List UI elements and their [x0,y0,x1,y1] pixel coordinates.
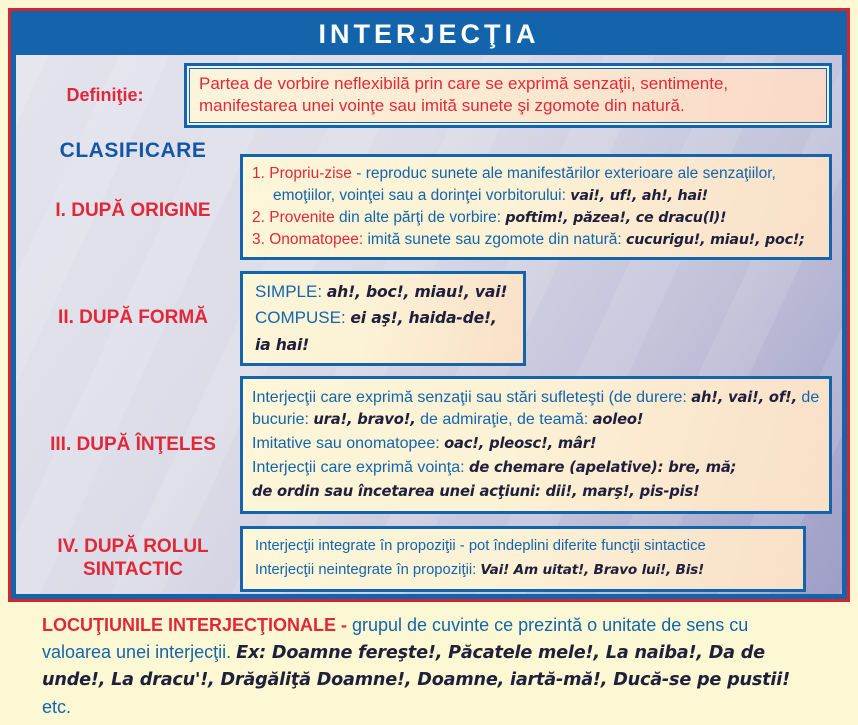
text-segment: vai!, uf!, ah!, hai! [570,187,708,204]
rolul-line-1 [255,535,791,559]
definition-box [184,63,832,128]
text-segment: 3. Onomatopee: [252,230,364,248]
red-frame [8,8,850,717]
text-segment: de admiraţie, de teamă: [415,410,593,428]
heading-dupa-origine: I. DUPĂ ORIGINE [55,199,211,221]
text-segment: ah!, vai!, of!, [691,388,797,406]
origine-item-1 [252,163,820,207]
text-segment: de chemare (apelative): bre, mă; [468,459,737,477]
definition-row [26,63,832,128]
forma-row-compuse [255,305,511,358]
locutiuni-paragraph [26,612,832,721]
text-segment: COMPUSE: [255,308,351,328]
origine-heading-wrapper [32,163,234,260]
text-segment: grupul de cuvinte ce prezintă o unitate de sens cu valoarea unei interjecţii. [42,614,749,662]
page-title: INTERJECŢIA [16,16,842,55]
section-forma-row [26,271,832,366]
heading-dupa-inteles: III. DUPĂ ÎNŢELES [50,433,216,455]
origine-item-2 [252,207,820,229]
origine-box [240,154,832,260]
text-segment: Interjecţii care exprimă senzaţii sau stări sufleteşti (de durere: [252,388,692,406]
classification-heading: CLASIFICARE [59,138,207,162]
forma-left-column [26,307,240,330]
text-segment: etc. [42,696,72,717]
text-segment: cucurigu!, miau!, poc!; [625,231,805,248]
definition-label: Definiţie: [66,84,144,105]
text-segment: oac!, pleosc!, mâr! [444,435,597,453]
origine-left-column [26,137,240,260]
origine-item-3 [252,229,820,251]
text-segment: 1. Propriu-zise [252,164,352,182]
text-segment: ah!, boc!, miau!, vai! [326,281,508,301]
content-area [16,55,842,725]
inteles-line-4 [252,481,820,503]
inteles-line-1 [252,387,820,431]
text-segment: LOCUŢIUNILE INTERJECŢIONALE - [42,614,352,635]
rolul-left-column [26,536,240,582]
forma-box [240,271,526,366]
inteles-line-2 [252,433,820,455]
heading-dupa-forma: II. DUPĂ FORMĂ [58,306,208,328]
rolul-box [240,526,806,591]
heading-dupa-rolul-line2: SINTACTIC [83,558,183,580]
text-segment: SIMPLE: [255,281,327,301]
text-segment: Interjecţii integrate în propoziţii - pot îndeplini diferite funcţii sintactice [255,538,706,555]
text-segment: imită sunete sau zgomote din natură: [363,230,626,248]
heading-dupa-rolul-line1: IV. DUPĂ ROLUL [57,536,209,558]
inteles-box [240,376,832,514]
text-segment: ura!, bravo!, [313,410,416,428]
text-segment: 2. Provenite [252,208,335,226]
inteles-line-3 [252,457,820,479]
text-segment: din alte părţi de vorbire: [334,208,506,226]
inteles-left-column [26,434,240,457]
section-rolul-row [26,526,832,591]
text-segment: - reproduc sunete ale manifestărilor exterioare ale senzaţiilor, emoţiilor, voinţei sau a dorinţei vorbitorului: [273,164,776,204]
text-segment: ei aş!, haida-de!, ia hai! [255,308,497,354]
text-segment: de ordin sau încetarea unei acţiuni: dii!, marş!, pis-pis! [252,483,700,501]
forma-row-simple [255,279,511,305]
text-segment: Interjecţii care exprimă voinţa: [252,459,469,477]
text-segment: de bucurie: [252,388,820,428]
text-segment: aoleo! [592,410,644,428]
text-segment: poftim!, păzea!, ce dracu(l)! [505,209,727,226]
text-segment: Imitative sau onomatopee: [252,435,445,453]
rolul-line-2 [255,559,791,583]
section-inteles-row [26,376,832,514]
text-segment: Vai! Am uitat!, Bravo lui!, Bis! [480,561,705,578]
text-segment: Interjecţii neintegrate în propoziţii: [255,561,481,578]
section-origine-row [26,137,832,260]
definition-text: Partea de vorbire neflexibilă prin care se exprimă senzaţii, sentimente, manifestarea unei voinţe sau imită sunete şi zgomote din natură. [199,74,729,116]
text-segment: Ex: Doamne fereşte!, Păcatele mele!, La naiba!, Da de unde!, La dracu'!, Drăgăliţă Doamne!, Doamne, iartă-mă!, Ducă-se pe pustii! [42,642,790,691]
main-panel [11,11,847,717]
